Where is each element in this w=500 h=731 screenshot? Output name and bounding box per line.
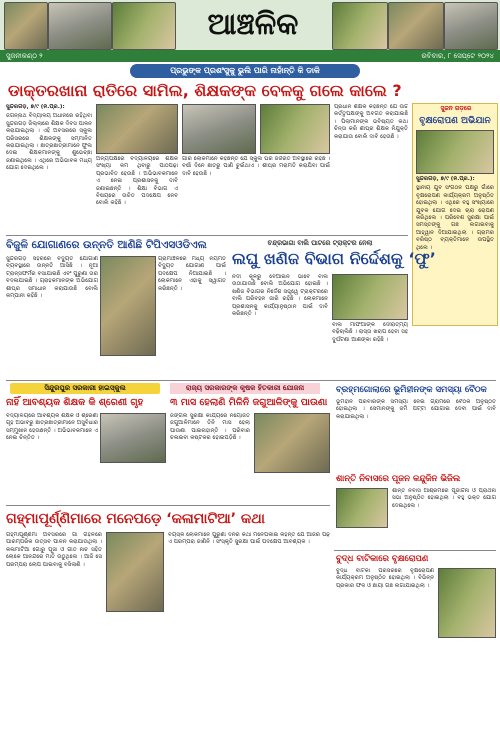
story3-text-2: ବାଲି ମାଫିଆଙ୍କ ଦୌରାତ୍ମ୍ୟ ବଢ଼ିଚାଲିଛି । ରାସ୍ତା ଖରାପ ହେବା ସହ ଦୁର୍ଘଟଣା ଆଶଙ୍କା ରହିଛି । [332, 322, 408, 343]
story7-headline: ଶାନ୍ତି ନିବାସରେ ପୂଜନ କନ୍ଦୁଜିନ ଭିଜିଲ [336, 474, 461, 484]
masthead [0, 0, 500, 50]
story6-text: ଭୂମିହୀନ ପରିବାରଙ୍କ ସମସ୍ୟା ନେଇ ଗ୍ରାମରେ ବୈଠକ ଅନୁଷ୍ଠିତ ହୋଇଥିଲା । ସେମାନଙ୍କୁ ଜମି ପଟ୍ଟା ଯୋଗାଇ ଦେବା ପାଇଁ ଦାବି କରାଯାଇଥିଲା । [336, 399, 496, 420]
story3-column-2 [332, 322, 408, 378]
story8-text-2: ବୟସ୍କ ଲୋକମାନେ ପୁରୁଣା ଦିନର କଥା ମନେପକାଇ କହନ୍ତି ଯେ ଆଜିର ପିଢ଼ି ଏ ପରମ୍ପରା ଜାଣିନି । ସଂସ୍କୃତି ସୁରକ୍ଷା ପାଇଁ ପଦକ୍ଷେପ ଆବଶ୍ୟକ । [168, 532, 330, 546]
masthead-photo-5 [388, 2, 444, 50]
sidebar-text: ସ୍ଥାନୀୟ ଯୁବ ସଂଗଠନ ପକ୍ଷରୁ ଗାଁରେ ବୃକ୍ଷରୋପଣ କାର୍ଯ୍ୟକ୍ରମ ଅନୁଷ୍ଠିତ ହୋଇଥିଲା । ଏଥିରେ ବହୁ ସଂଖ୍ୟାରେ ଯୁବକ ଯୋଗ ଦେଇ ଚାରା ରୋପଣ କରିଥିଲେ । ପରିବେଶ ସୁରକ୍ଷା ପାଇଁ ସମସ୍ତଙ୍କୁ ଗଛ ଲଗାଇବାକୁ ଆହ୍ୱାନ ଦିଆଯାଇଥିଲା । ଗ୍ରାମର ବରିଷ୍ଠ ବ୍ୟକ୍ତିମାନେ ଉପସ୍ଥିତ ଥିଲେ । [416, 185, 494, 251]
story2-text: ସୁନ୍ଦରଗଡ଼ ସହରରେ ବିଦ୍ୟୁତ ଯୋଗାଣ ବ୍ୟବସ୍ଥାରେ ଉନ୍ନତି ଆସିଛି । ନୂଆ ଟ୍ରାନ୍ସଫର୍ମର ବସାଯାଇଛି ଏବଂ ପୁରୁଣା ତାର ବଦଳାଯାଇଛି । ଗ୍ରାହକମାନଙ୍କ ଅଭିଯୋଗ ଶୀଘ୍ର ସମାଧାନ କରାଯାଉଛି ବୋଲି କମ୍ପାନୀ କହିଛି । [6, 256, 98, 300]
dateline-bar [0, 50, 500, 62]
lead-headline: ଡାକ୍ତରଖାନା ରାତିରେ ସାମିଲ, ଶିକ୍ଷକଙ୍କ ବେଳକୁ ଗଲେ କାଲେ ? [8, 81, 402, 100]
story6-headline: ବ୍ରହ୍ମଗୋଲାରେ ଭୂମିହୀନଙ୍କ ସମସ୍ୟା ବୈଠକ [336, 385, 487, 395]
sidebar-headline: ବୃକ୍ଷରୋପଣ ଅଭିଯାନ [419, 116, 491, 126]
story8-column-1 [6, 532, 102, 726]
lead-kicker: ପ୍ରଭୁଙ୍କ ପ୍ରଶଂସୁକୁ ଭୁଲି ପାରି ନାହାଁନ୍ତି କି ଡାକି [130, 64, 360, 78]
story5-body [170, 413, 250, 505]
lead-col3-text: ଗାଁର ଲୋକମାନେ କହିଛନ୍ତି ଯେ ସ୍କୁଲ ଘର ଜର୍ଜରିତ ଅବସ୍ଥାରେ ରହିଛି । ବର୍ଷା ଦିନେ ଛାତରୁ ପାଣି ଚୁଇଁଥାଏ । ଶୀଘ୍ର ମରାମତି କରାଯିବା ପାଇଁ ଦାବି ହେଉଛି । [182, 156, 330, 177]
story7-photo [336, 488, 388, 528]
divider [334, 550, 496, 551]
story4-body [6, 413, 98, 501]
lead-photo-2 [182, 104, 256, 154]
story3-photo [332, 274, 408, 320]
story3-text: ନଦୀ କୂଳରୁ ବେଆଇନ ଭାବେ ବାଲି ଉଠାଯାଉଛି ବୋଲି ଅଭିଯୋଗ ହୋଇଛି । ଖଣିଜ ବିଭାଗର ନିର୍ଦ୍ଦେଶ ସତ୍ତ୍ୱେ ଟ୍ରାକ୍ଟରରେ ବାଲି ପରିବହନ ଜାରି ରହିଛି । ଲୋକମାନେ ପ୍ରଶାସନକୁ କାର୍ଯ୍ୟାନୁଷ୍ଠାନ ପାଇଁ ଦାବି କରିଛନ୍ତି । [232, 274, 328, 318]
issue-date: ରବିବାର, ୮ ସେପ୍ଟେ ୨୦୨୪ [421, 52, 494, 60]
lead-col2-text: ଅନ୍ୟପକ୍ଷରେ ବିଦ୍ୟାଳୟରେ ଶିକ୍ଷକ ସଂଖ୍ୟା କମ ଥିବାରୁ ପାଠପଢ଼ା ପ୍ରଭାବିତ ହେଉଛି । ଅଭିଭାବକମାନେ ଏ ନେଇ ପ୍ରଶାସନକୁ ଦାବି ଜଣାଇଛନ୍ତି । ଶିକ୍ଷା ବିଭାଗ ଏ ବିଷୟରେ ଉଚିତ ପଦକ୍ଷେପ ନେବ ବୋଲି କହିଛି । [96, 156, 178, 207]
story8-headline: ଗହ୍ମାପୂର୍ଣ୍ଣିମାରେ ମନେପଡ଼େ ‘କଳାମାଟିଆ’ କଥା [6, 511, 265, 527]
story5-kicker: ରାଜ୍ୟ ସରକାରଙ୍କ କୃଷକ ହିତକାରୀ ଯୋଜନା [170, 383, 320, 394]
story5-text: ଜଙ୍ଗଲ ସୁରକ୍ଷା କାର୍ଯ୍ୟରେ ନିୟୋଜିତ ଜଗୁଆଳିମାନେ ତିନି ମାସ ହେଲା ପାଉଣା ପାଇନାହାନ୍ତି । ପରିବାର ଚଳାଇବା କଷ୍ଟକର ହୋଇପଡ଼ିଛି । [170, 413, 250, 442]
story6-body [336, 399, 496, 469]
story4-kicker: ସିନ୍ଦୁରପୁର ସରକାରୀ ହାଇସ୍କୁଲ [10, 383, 160, 394]
divider [6, 235, 408, 236]
lead-column-4 [334, 104, 408, 232]
story3-column-1 [232, 274, 328, 378]
masthead-photo-6 [444, 2, 498, 50]
story7-text: ଶାନ୍ତି ନିବାସ ଆଶ୍ରମରେ ପୂଜାର୍ଚ୍ଚନା ଓ ପ୍ରାର୍ଥନା ସଭା ଅନୁଷ୍ଠିତ ହୋଇଥିଲା । ବହୁ ଭକ୍ତ ଯୋଗ ଦେଇଥିଲେ । [392, 488, 496, 509]
story8-text: ଗହ୍ମାପୂର୍ଣ୍ଣିମା ଅବସରରେ ଗାଁ ଗହଳିରେ ପାରମ୍ପରିକ ଉତ୍ସବ ପାଳନ କରାଯାଉଥିଲା । କଳାମାଟିଆ ଗୋରୁ ପୂଜା ଓ ଗୀତ ନାଚ ସହିତ ଲୋକେ ଆନନ୍ଦରେ ମାତି ଉଠୁଥିଲେ । ଆଜି ସେ ପରମ୍ପରା ଲୋପ ପାଇବାକୁ ବସିଲାଣି । [6, 532, 102, 568]
story8-column-2 [168, 532, 330, 726]
sidebar-photo [416, 130, 494, 174]
story3-kicker: ଚନ୍ଦ୍ରଭାଗା ବାଲି ଘାଟରେ ଟ୍ରାକ୍ଟର ନେଲା [267, 239, 373, 247]
lead-column-2 [96, 156, 178, 232]
lead-column-1 [6, 104, 92, 232]
story2-photo [100, 256, 156, 356]
sidebar-kicker: ସୁଜନ ଗଡ଼ରେ [440, 105, 472, 112]
story5-headline: ୩ ମାସ ହେଲାଣି ମିଳିନି ଜଗୁଆଳିଙ୍କୁ ପାଉଣା [170, 397, 328, 408]
lead-col4-text: ପ୍ରଧାନ ଶିକ୍ଷକ କହିଛନ୍ତି ଯେ ଉଚ୍ଚ କର୍ତ୍ତୃପକ୍ଷଙ୍କୁ ଅବଗତ କରାଯାଇଛି । ପିଲାମାନଙ୍କ ଭବିଷ୍ୟତ କଥା ଚିନ୍ତା କରି ଶୀଘ୍ର ଶିକ୍ଷକ ନିଯୁକ୍ତି କରାଯାଉ ବୋଲି ଦାବି ହେଉଛି । [334, 104, 408, 140]
story2-column-1 [6, 256, 98, 376]
lead-photo-1 [96, 104, 178, 154]
story4-photo [100, 413, 166, 463]
story3-headline: ଲଘୁ ଖଣିଜ ବିଭାଗ ନିର୍ଦ୍ଦେଶକୁ ‘ଫୁ’ [232, 249, 436, 268]
divider [6, 380, 496, 381]
story2-column-2 [158, 256, 226, 376]
story5-photo [254, 413, 330, 473]
story9-text: ବୁଦ୍ଧ ବାଟିକା ପରିସରରେ ବୃକ୍ଷରୋପଣ କାର୍ଯ୍ୟକ୍ରମ ଅନୁଷ୍ଠିତ ହୋଇଥିଲା । ବିଭିନ୍ନ ପ୍ରକାର ଫଳ ଓ ଛାୟା ଗଛ ଲଗାଯାଇଥିଲା । [336, 568, 434, 589]
story9-headline: ବୁଦ୍ଧ ବାଟିକାରେ ବୃକ୍ଷରୋପଣ [336, 554, 429, 564]
lead-col1-text: ଜଗନ୍ନାଥ ବିଦ୍ୟାଳୟ ଅଧୀନରେ ରହିଥିବା ସୁନ୍ଦରଗଡ଼ ଜିଲ୍ଲାରେ ଶିକ୍ଷକ ଦିବସ ପାଳନ କରାଯାଇଥିଲା । ଏହି ଅବସରରେ ସ୍କୁଲ ପରିସରରେ ଶିକ୍ଷକଙ୍କୁ ସମ୍ମାନିତ କରାଯାଇଥିଲା । ଛାତ୍ରଛାତ୍ରୀମାନେ ଫୁଲ ଦେଇ ଶିକ୍ଷକମାନଙ୍କୁ ଶୁଭେଚ୍ଛା ଜଣାଇଥିଲେ । ଏଥିରେ ଅଭିଭାବକ ମଧ୍ୟ ଯୋଗ ଦେଇଥିଲେ । [6, 113, 92, 172]
section-title: ଆଞ୍ଚଳିକ [207, 7, 299, 42]
story4-text: ବିଦ୍ୟାଳୟରେ ଆବଶ୍ୟକ ଶିକ୍ଷକ ଓ ଶ୍ରେଣୀ ଗୃହ ଅଭାବରୁ ଛାତ୍ରଛାତ୍ରୀମାନେ ଅସୁବିଧାର ସମ୍ମୁଖୀନ ହେଉଛନ୍ତି । ଅଭିଭାବକମାନେ ଏ ନେଇ ଚିନ୍ତିତ । [6, 413, 98, 442]
masthead-photo-2 [48, 2, 112, 50]
lead-photo-3 [260, 104, 330, 154]
story2-text-2: ଗ୍ରାମାଞ୍ଚଳରେ ମଧ୍ୟ ନିୟମିତ ବିଦ୍ୟୁତ ଯୋଗାଣ ପାଇଁ ପଦକ୍ଷେପ ନିଆଯାଇଛି । ଲୋକମାନେ ଏହାକୁ ସ୍ୱାଗତ କରିଛନ୍ତି । [158, 256, 226, 292]
paper-name: ସୁଜନୀକଣ୍ଠ ୨ [6, 52, 43, 60]
divider [6, 505, 330, 506]
story8-photo [106, 532, 164, 612]
masthead-photo-3 [112, 2, 176, 50]
masthead-photo-1 [4, 2, 48, 50]
masthead-photo-4 [332, 2, 388, 50]
lead-dateline: ସୁନ୍ଦରଗଡ଼, ୭/୯ (ନି.ପ୍ର.): [6, 104, 65, 110]
story4-headline: ନାହିଁ ଆବଶ୍ୟକ ଶିକ୍ଷକ କି ଶ୍ରେଣୀ ଗୃହ [6, 397, 144, 408]
story2-headline: ବିଜୁଳି ଯୋଗାଣରେ ଉନ୍ନତି ଆଣିଛି ଟିପିଏସଓଡିଏଲ [6, 239, 207, 251]
sidebar-dateline: ସୁନ୍ଦରଗଡ଼, ୭/୯ (ନି.ପ୍ର.): [416, 176, 475, 182]
lead-column-3 [182, 156, 330, 232]
story7-body [392, 488, 496, 548]
story9-photo [438, 568, 496, 638]
story9-body [336, 568, 434, 726]
